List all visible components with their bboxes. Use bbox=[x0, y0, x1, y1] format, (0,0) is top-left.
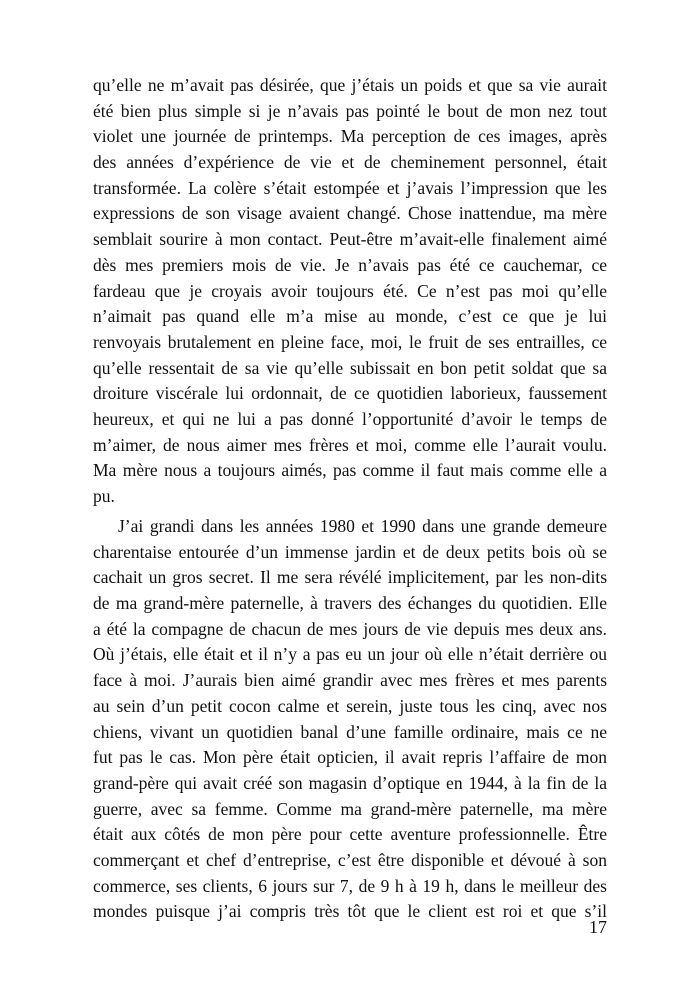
text-line: qu’elle ressentait de sa vie qu’elle subissait en bon petit soldat que sa bbox=[93, 357, 607, 378]
text-line: fut pas le cas. Mon père était opticien, il avait repris l’affaire de mon bbox=[93, 747, 607, 768]
text-line: renvoyais brutalement en pleine face, moi, le fruit de ses entrailles, ce bbox=[93, 331, 607, 352]
text-line: Où j’étais, elle était et il n’y a pas eu un jour où elle n’était derrière ou bbox=[93, 644, 607, 665]
text-line: commerce, ses clients, 6 jours sur 7, de 9 h à 19 h, dans le meilleur des bbox=[93, 875, 607, 896]
text-line: heureux, et qui ne lui a pas donné l’opportunité d’avoir le temps de bbox=[93, 408, 607, 429]
text-line: face à moi. J’aurais bien aimé grandir avec mes frères et mes parents bbox=[93, 670, 607, 691]
text-line: J’ai grandi dans les années 1980 et 1990 dans une grande demeure bbox=[118, 516, 607, 536]
text-line: n’aimait pas quand elle m’a mise au monde, c’est ce que je lui bbox=[93, 306, 607, 327]
text-line: pu. bbox=[93, 486, 115, 506]
text-line: grand-père qui avait créé son magasin d’optique en 1944, à la fin de la bbox=[93, 772, 607, 793]
text-line: fardeau que je croyais avoir toujours été. Ce n’est pas moi qu’elle bbox=[93, 280, 607, 301]
text-line: qu’elle ne m’avait pas désirée, que j’étais un poids et que sa vie aurait bbox=[93, 75, 607, 95]
text-line: mondes puisque j’ai compris très tôt que le client est roi et que s’il bbox=[93, 901, 607, 922]
page-number: 17 bbox=[589, 917, 607, 937]
text-line: m’aimer, de nous aimer mes frères et moi, comme elle l’aurait voulu. bbox=[93, 434, 607, 455]
text-line: transformée. La colère s’était estompée et j’avais l’impression que les bbox=[93, 177, 607, 198]
text-line: commerçant et chef d’entreprise, c’est être disponible et dévoué à son bbox=[93, 849, 607, 870]
text-line: charentaise entourée d’un immense jardin et de deux petits bois où se bbox=[93, 541, 607, 562]
text-line: violet une journée de printemps. Ma perception de ces images, après bbox=[93, 126, 607, 147]
text-line: expressions de son visage avaient changé. Chose inattendue, ma mère bbox=[93, 203, 607, 224]
paragraph-2 bbox=[93, 514, 607, 925]
text-line: droiture viscérale lui ordonnait, de ce quotidien laborieux, faussement bbox=[93, 383, 607, 404]
text-line: a été la compagne de chacun de mes jours de vie depuis mes deux ans. bbox=[93, 618, 607, 639]
text-line: Ma mère nous a toujours aimés, pas comme il faut mais comme elle a bbox=[93, 460, 607, 481]
text-line: guerre, avec sa femme. Comme ma grand-mère paternelle, ma mère bbox=[93, 798, 607, 819]
text-line: au sein d’un petit cocon calme et serein, juste tous les cinq, avec nos bbox=[93, 695, 607, 716]
text-line: été bien plus simple si je n’avais pas pointé le bout de mon nez tout bbox=[93, 100, 607, 121]
text-line: dès mes premiers mois de vie. Je n’avais pas été ce cauchemar, ce bbox=[93, 254, 607, 275]
text-line: semblait sourire à mon contact. Peut-être m’avait-elle finalement aimé bbox=[93, 229, 607, 250]
text-line: de ma grand-mère paternelle, à travers des échanges du quotidien. Elle bbox=[93, 593, 607, 614]
text-line: chiens, vivant un quotidien banal d’une famille ordinaire, mais ce ne bbox=[93, 721, 607, 742]
text-line: des années d’expérience de vie et de cheminement personnel, était bbox=[93, 152, 607, 173]
text-line: cachait un gros secret. Il me sera révélé implicitement, par les non-dits bbox=[93, 567, 607, 588]
paragraph-1 bbox=[93, 73, 607, 510]
text-line: était aux côtés de mon père pour cette aventure professionnelle. Être bbox=[93, 824, 607, 845]
